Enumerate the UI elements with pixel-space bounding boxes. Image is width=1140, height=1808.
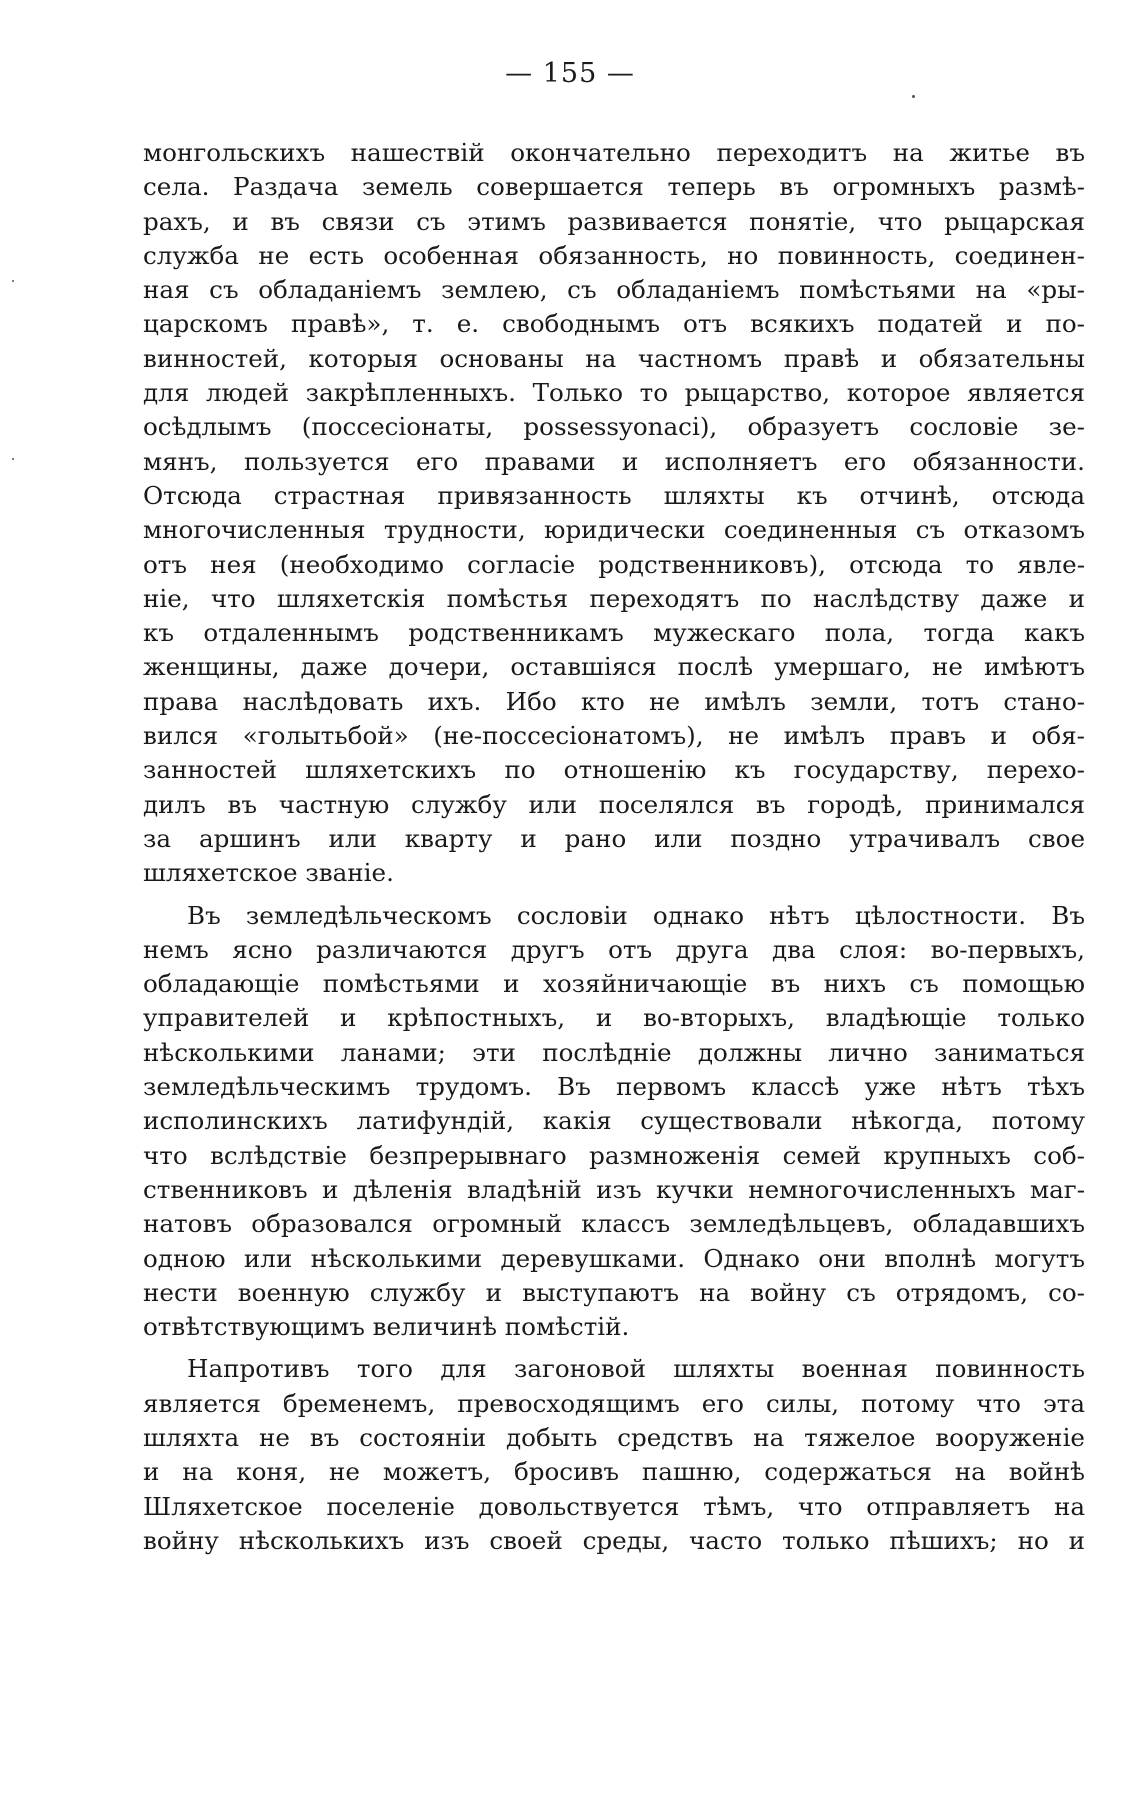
paragraph-1	[143, 136, 1085, 891]
text-line: занностей шляхетскихъ по отношенію къ государству, перехо-	[143, 755, 1085, 785]
text-line: дилъ въ частную службу или поселялся въ городѣ, принимался	[143, 789, 1085, 819]
text-line: Напротивъ того для загоновой шляхты военная повинность	[187, 1354, 1085, 1384]
text-line: мянъ, пользуется его правами и исполняетъ его обязанности.	[143, 446, 1085, 476]
text-line: шляхта не въ состояніи добыть средствъ на тяжелое вооруженіе	[143, 1422, 1085, 1452]
text-line: служба не есть особенная обязанность, но повинность, соединен-	[143, 240, 1085, 270]
text-line: отъ нея (необходимо согласіе родственниковъ), отсюда то явле-	[143, 549, 1085, 579]
text-line: Отсюда страстная привязанность шляхты къ отчинѣ, отсюда	[143, 480, 1085, 510]
text-line: къ отдаленнымъ родственникамъ мужескаго пола, тогда какъ	[143, 618, 1085, 648]
text-line: нести военную службу и выступаютъ на войну съ отрядомъ, со-	[143, 1277, 1085, 1307]
text-line: монгольскихъ нашествій окончательно переходитъ на житье въ	[143, 138, 1085, 167]
text-line: нѣсколькими ланами; эти послѣдніе должны лично заниматься	[143, 1037, 1085, 1067]
text-line: немъ ясно различаются другъ отъ друга два слоя: во-первыхъ,	[143, 934, 1085, 964]
text-line: управителей и крѣпостныхъ, и во-вторыхъ, владѣющіе только	[143, 1003, 1085, 1033]
text-line: винностей, которыя основаны на частномъ правѣ и обязательны	[143, 343, 1085, 373]
text-line: ная съ обладаніемъ землею, съ обладаніемъ помѣстьями на «ры-	[143, 275, 1085, 305]
text-line: исполинскихъ латифундій, какія существовали нѣкогда, потому	[143, 1106, 1085, 1136]
text-line: ственниковъ и дѣленія владѣній изъ кучки немногочисленныхъ маг-	[143, 1174, 1085, 1204]
text-line: за аршинъ или кварту и рано или поздно утрачивалъ свое	[143, 823, 1085, 853]
text-line: земледѣльческимъ трудомъ. Въ первомъ классѣ уже нѣтъ тѣхъ	[143, 1072, 1085, 1102]
text-line: является бременемъ, превосходящимъ его силы, потому что эта	[143, 1388, 1085, 1418]
text-line: что вслѣдствіе безпрерывнаго размноженія семей крупныхъ соб-	[143, 1140, 1085, 1170]
text-line: женщины, даже дочери, оставшіяся послѣ умершаго, не имѣютъ	[143, 652, 1085, 682]
text-line: шляхетское званіе.	[143, 858, 394, 888]
paragraph-2	[143, 899, 1085, 1345]
body-text	[143, 136, 1085, 1558]
text-line: царскомъ правѣ», т. е. свободнымъ отъ всякихъ податей и по-	[143, 309, 1085, 339]
text-line: для людей закрѣпленныхъ. Только то рыцарство, которое является	[143, 378, 1085, 408]
text-line: Въ земледѣльческомъ сословіи однако нѣтъ цѣлостности. Въ	[187, 900, 1085, 930]
text-line: осѣдлымъ (поссесіонаты, possessyonaci), образуетъ сословіе зе-	[143, 412, 1085, 442]
text-line: и на коня, не можетъ, бросивъ пашню, содержаться на войнѣ	[143, 1457, 1085, 1487]
scan-speck	[12, 280, 14, 282]
text-line: отвѣтствующимъ величинѣ помѣстій.	[143, 1312, 630, 1342]
text-line: ніе, что шляхетскія помѣстья переходятъ по наслѣдству даже и	[143, 583, 1085, 613]
text-line: натовъ образовался огромный классъ земледѣльцевъ, обладавшихъ	[143, 1209, 1085, 1239]
text-line: права наслѣдовать ихъ. Ибо кто не имѣлъ земли, тотъ стано-	[143, 686, 1085, 716]
text-line: войну нѣсколькихъ изъ своей среды, часто только пѣшихъ; но и	[143, 1525, 1085, 1555]
text-line: вился «голытьбой» (не-поссесіонатомъ), не имѣлъ правъ и обя-	[143, 721, 1085, 751]
text-line: обладающіе помѣстьями и хозяйничающіе въ нихъ съ помощью	[143, 969, 1085, 999]
text-line: села. Раздача земель совершается теперь въ огромныхъ размѣ-	[143, 172, 1085, 202]
text-line: многочисленныя трудности, юридически соединенныя съ отказомъ	[143, 515, 1085, 545]
scan-speck	[12, 458, 14, 460]
scan-speck	[912, 95, 915, 98]
text-line: одною или нѣсколькими деревушками. Однако они вполнѣ могутъ	[143, 1243, 1085, 1273]
text-line: рахъ, и въ связи съ этимъ развивается понятіе, что рыцарская	[143, 206, 1085, 236]
paragraph-3	[143, 1352, 1085, 1558]
text-line: Шляхетское поселеніе довольствуется тѣмъ, что отправляетъ на	[143, 1491, 1085, 1521]
page-number: — 155 —	[505, 58, 635, 89]
